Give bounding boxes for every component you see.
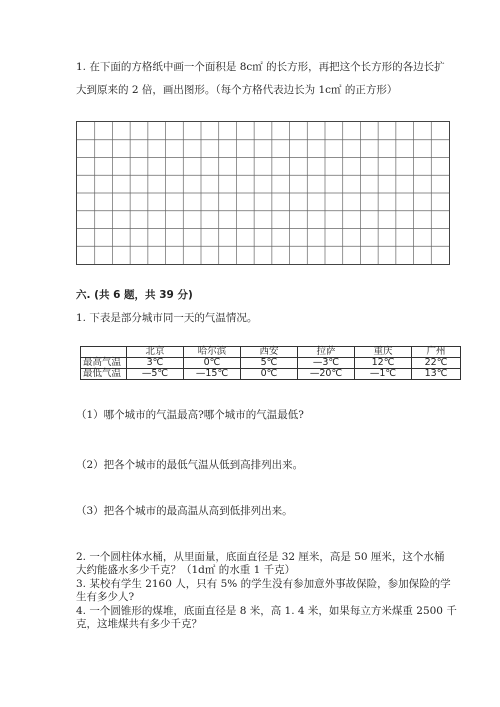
table-cell: 0℃ <box>241 369 298 380</box>
question-1-sub2: （2）把各个城市的最低气温从低到高排列出来。 <box>76 459 304 471</box>
temperature-table <box>80 346 461 380</box>
question-1-sub1: （1）哪个城市的气温最高?哪个城市的气温最低? <box>76 409 304 421</box>
table-cell: —15℃ <box>184 369 241 380</box>
section-title: 六. (共 6 题，共 39 分) <box>76 289 193 301</box>
table-cell: —20℃ <box>298 369 355 380</box>
table-cell: 22℃ <box>412 358 461 369</box>
city-header: 哈尔滨 <box>184 347 241 358</box>
question-grid-line1: 1. 在下面的方格纸中画一个面积是 8c㎡ 的长方形，再把这个长方形的各边长扩 <box>76 61 445 73</box>
table-header-row <box>81 347 461 358</box>
table-cell: —1℃ <box>355 369 412 380</box>
question-1-intro: 1. 下表是部分城市同一天的气温情况。 <box>76 312 258 324</box>
table-cell: —5℃ <box>127 369 184 380</box>
city-header: 广州 <box>412 347 461 358</box>
table-cell: —3℃ <box>298 358 355 369</box>
question-1-sub3: （3）把各个城市的最高温从高到低排列出来。 <box>76 505 293 517</box>
table-cell: 13℃ <box>412 369 461 380</box>
table-corner-cell <box>81 347 127 358</box>
table-cell: 12℃ <box>355 358 412 369</box>
table-cell: 5℃ <box>241 358 298 369</box>
city-header: 西安 <box>241 347 298 358</box>
table-cell: 0℃ <box>184 358 241 369</box>
question-2-line1: 2. 一个圆柱体水桶，从里面量，底面直径是 32 厘米，高是 50 厘米，这个水桶 <box>76 551 445 563</box>
question-3-line1: 3. 某校有学生 2160 人，只有 5% 的学生没有参加意外事故保险，参加保险的学 <box>76 578 451 590</box>
question-2-line2: 大约能盛水多少千克？（1d㎡ 的水重 1 千克） <box>76 564 296 576</box>
city-header: 拉萨 <box>298 347 355 358</box>
row-label: 最低气温 <box>81 369 127 380</box>
question-4-line2: 克，这堆煤共有多少千克？ <box>76 618 202 630</box>
square-grid-paper[interactable] <box>76 121 450 265</box>
table-cell: 3℃ <box>127 358 184 369</box>
table-row <box>81 358 461 369</box>
city-header: 北京 <box>127 347 184 358</box>
question-4-line1: 4. 一个圆锥形的煤堆，底面直径是 8 米，高 1. 4 米，如果每立方米煤重 2500 千 <box>76 605 457 617</box>
city-header: 重庆 <box>355 347 412 358</box>
row-label: 最高气温 <box>81 358 127 369</box>
question-3-line2: 生有多少人? <box>76 591 135 603</box>
grid-lines <box>77 122 449 264</box>
question-grid-line2: 大到原来的 2 倍，画出图形。（每个方格代表边长为 1c㎡ 的正方形） <box>76 84 398 96</box>
table-row <box>81 369 461 380</box>
